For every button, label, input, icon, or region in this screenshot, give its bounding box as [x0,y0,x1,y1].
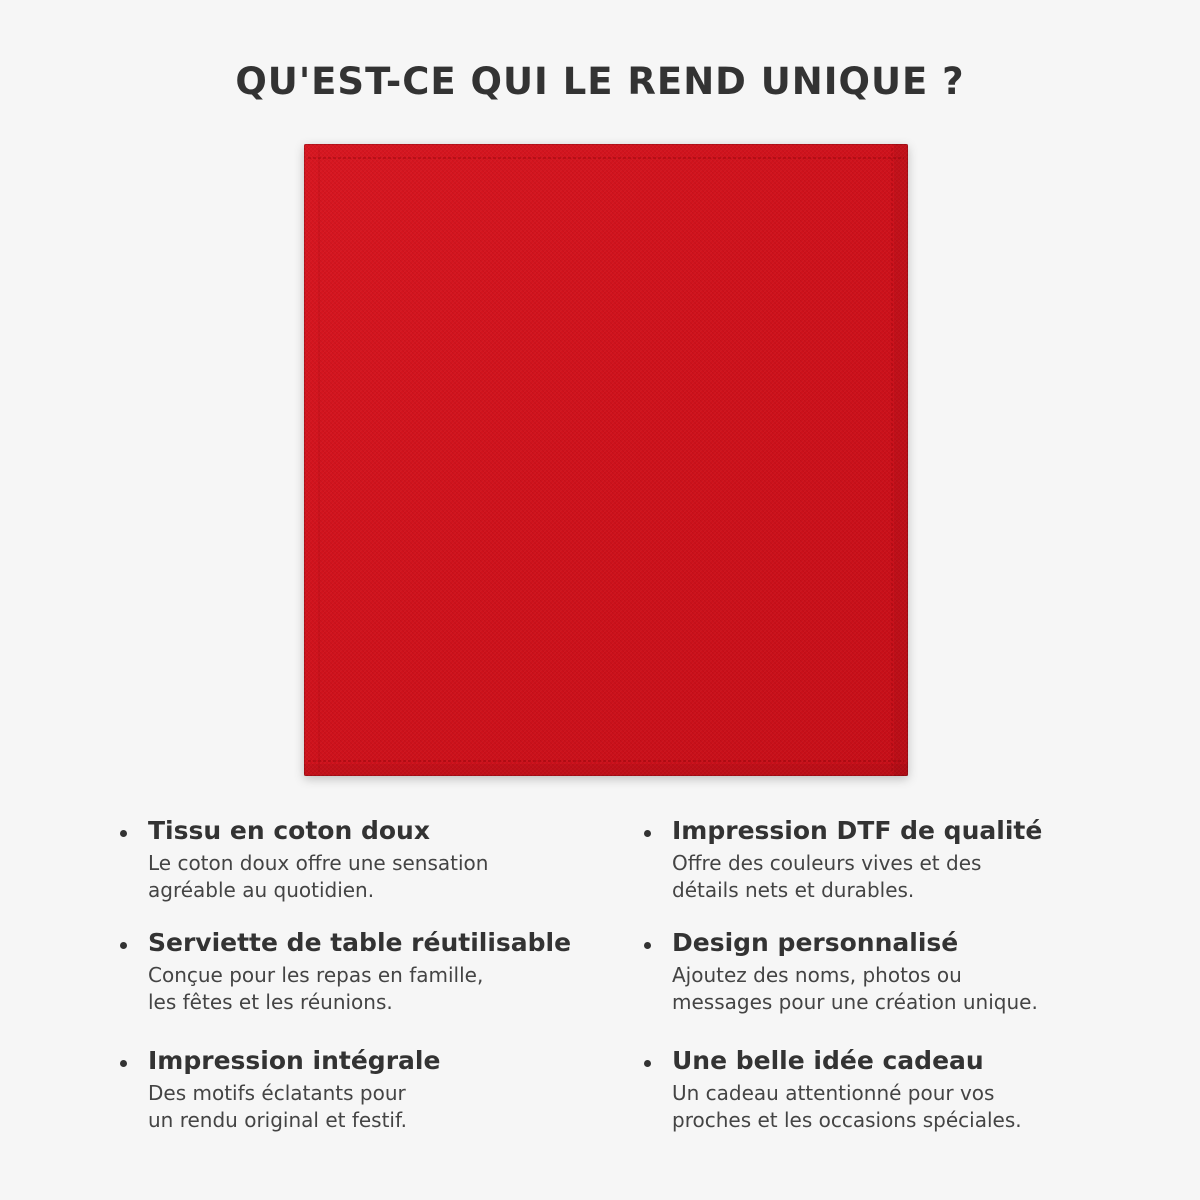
feature-description-line: détails nets et durables. [672,878,915,902]
feature-item [672,927,1142,1016]
feature-title: Design personnalisé [672,928,959,957]
page-title: QU'EST-CE QUI LE REND UNIQUE ? [235,60,965,103]
bullet-icon [644,1060,651,1067]
feature-description-line: messages pour une création unique. [672,990,1038,1014]
feature-description-line: Ajoutez des noms, photos ou [672,963,962,987]
feature-item [148,1045,618,1134]
feature-description [148,1080,618,1134]
feature-description-line: Des motifs éclatants pour [148,1081,406,1105]
feature-description [148,962,618,1016]
feature-description-line: Un cadeau attentionné pour vos [672,1081,995,1105]
feature-title: Serviette de table réutilisable [148,928,572,957]
feature-item [148,815,618,904]
feature-title: Impression intégrale [148,1046,441,1075]
feature-title: Une belle idée cadeau [672,1046,984,1075]
feature-description [672,1080,1142,1134]
feature-title: Tissu en coton doux [148,816,430,845]
feature-description-line: proches et les occasions spéciales. [672,1108,1022,1132]
feature-description [672,962,1142,1016]
feature-description-line: Offre des couleurs vives et des [672,851,982,875]
feature-title: Impression DTF de qualité [672,816,1043,845]
feature-description-line: Conçue pour les repas en famille, [148,963,484,987]
feature-item [672,815,1142,904]
feature-description-line: Le coton doux offre une sensation [148,851,489,875]
feature-description [148,850,618,904]
feature-description-line: agréable au quotidien. [148,878,375,902]
bullet-icon [644,830,651,837]
bullet-icon [120,1060,127,1067]
feature-description-line: un rendu original et festif. [148,1108,407,1132]
feature-description-line: les fêtes et les réunions. [148,990,393,1014]
feature-item [672,1045,1142,1134]
feature-description [672,850,1142,904]
bullet-icon [644,942,651,949]
bullet-icon [120,830,127,837]
feature-item [148,927,618,1016]
bullet-icon [120,942,127,949]
